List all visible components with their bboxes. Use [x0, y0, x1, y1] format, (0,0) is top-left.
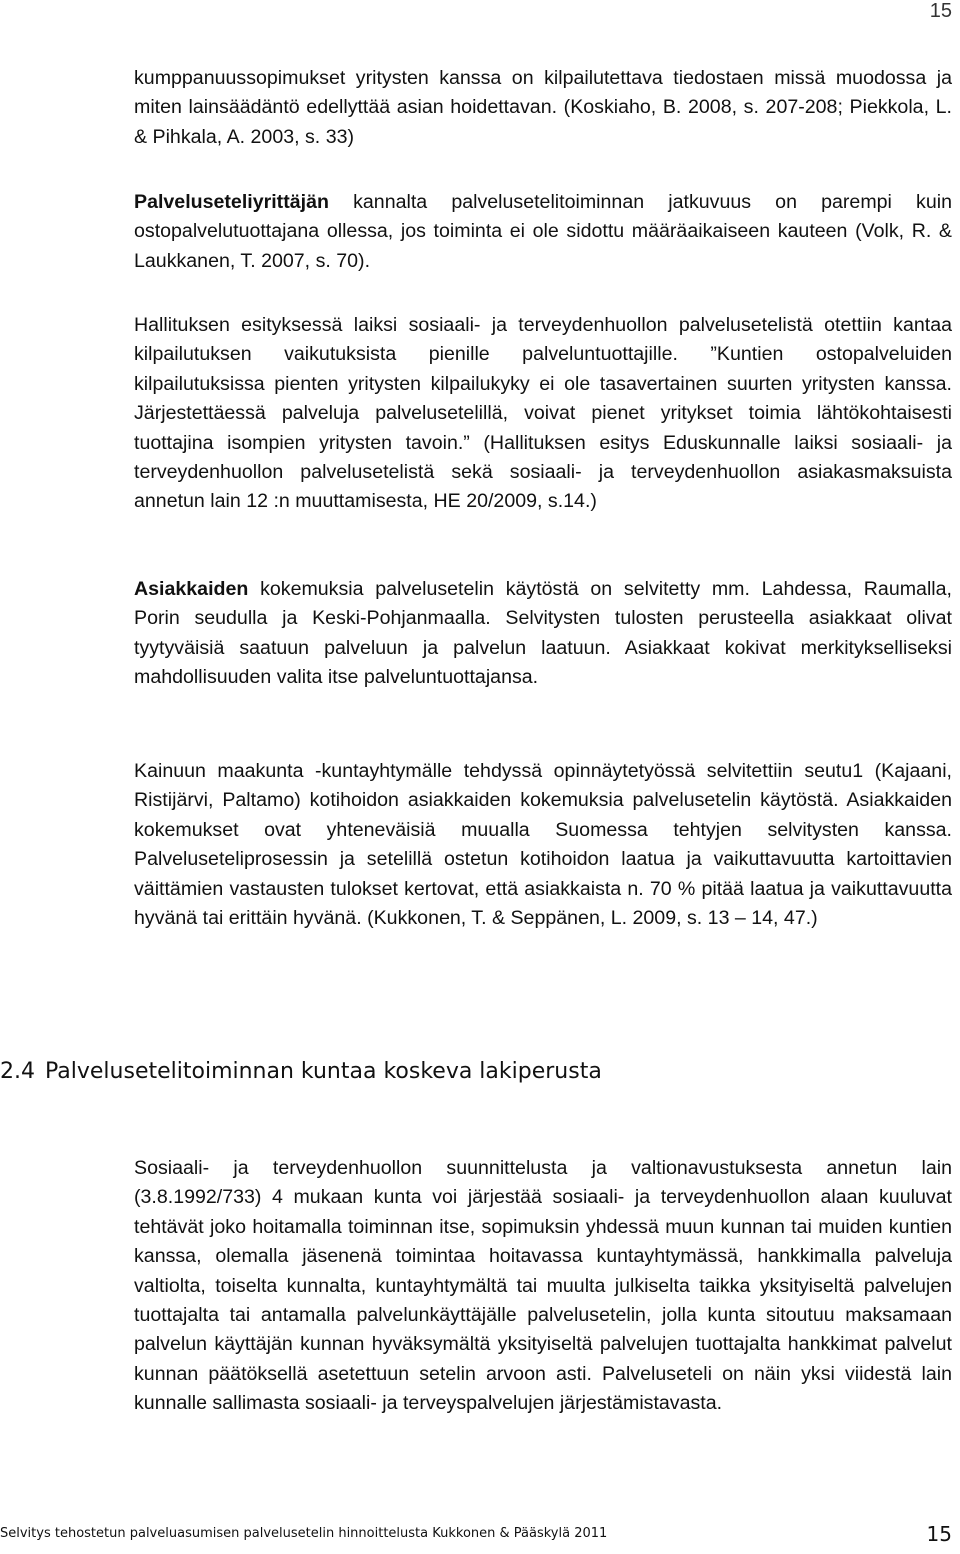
footer-page-number: 15 [926, 1522, 952, 1546]
section-heading [0, 1057, 602, 1087]
paragraph-4-lead: Asiakkaiden [134, 578, 249, 600]
section-number: 2.4 [0, 1059, 35, 1084]
page-number-top: 15 [929, 0, 952, 22]
paragraph-1-text: kumppanuussopimukset yritysten kanssa on kilpailutettava tiedostaen missä muodossa ja miten lainsäädäntö edellyttää asian hoidettavan. (Koskiaho, B. 2008, s. 207-208; Piekkola, L. & Pihkala, A. 2003, s. 33) [134, 67, 952, 148]
paragraph-6 [134, 1154, 952, 1419]
paragraph-5 [134, 757, 952, 933]
paragraph-5-text: Kainuun maakunta -kuntayhtymälle tehdyssä opinnäytetyössä selvitettiin seutu1 (Kajaani, Ristijärvi, Paltamo) kotihoidon asiakkaiden kokemuksia palvelusetelin käytöstä. Asiakkaiden kokemukset ovat yhteneväisiä muualla Suomessa tehtyjen selvitysten kanssa. Palveluseteliprosessin ja setelillä ostetun kotihoidon laatua ja vaikuttavuutta kartoittavien väittämien vastausten tulokset kertovat, että asiakkaista n. 70 % pitää laatua ja vaikuttavuutta hyvänä tai erittäin hyvänä. (Kukkonen, T. & Seppänen, L. 2009, s. 13 – 14, 47.) [134, 760, 952, 930]
paragraph-3 [134, 311, 952, 517]
paragraph-2-text: kannalta palvelusetelitoiminnan jatkuvuus on parempi kuin ostopalvelutuottajana ollessa, jos toiminta ei ole sidottu määräaikaiseen kauteen (Volk, R. & Laukkanen, T. 2007, s. 70). [134, 191, 952, 272]
paragraph-1 [134, 64, 952, 152]
paragraph-3-text: Hallituksen esityksessä laiksi sosiaali- ja terveydenhuollon palvelusetelistä otettiin kantaa kilpailutuksen vaikutuksista pienille palveluntuottajille. ”Kuntien ostopalveluiden kilpailutuksissa pienten yritysten kilpailukyky ei ole tasavertainen suurten yritysten kanssa. Järjestettäessä palveluja palvelusetelillä, voivat pienet yritykset toimia lähtökohtaisesti tuottajina isompien yritysten tavoin.” (Hallituksen esitys Eduskunnalle laiksi sosiaali- ja terveydenhuollon palvelusetelistä sekä sosiaali- ja terveydenhuollon asiakasmaksuista annetun lain 12 :n muuttamisesta, HE 20/2009, s.14.) [134, 314, 952, 513]
page-footer [0, 1522, 952, 1548]
footer-text: Selvitys tehostetun palveluasumisen palvelusetelin hinnoittelusta Kukkonen & Pääskylä 2011 [0, 1526, 608, 1541]
paragraph-4 [134, 575, 952, 693]
paragraph-4-text: kokemuksia palvelusetelin käytöstä on selvitetty mm. Lahdessa, Raumalla, Porin seudulla ja Keski-Pohjanmaalla. Selvitysten tulosten perusteella asiakkaat olivat tyytyväisiä saatuun palveluun ja palvelun laatuun. Asiakkaat kokivat merkitykselliseksi mahdollisuuden valita itse palveluntuottajansa. [134, 578, 952, 689]
paragraph-2 [134, 188, 952, 276]
paragraph-2-lead: Palveluseteliyrittäjän [134, 191, 329, 213]
paragraph-6-text: Sosiaali- ja terveydenhuollon suunnittelusta ja valtionavustuksesta annetun lain (3.8.1992/733) 4 mukaan kunta voi järjestää sosiaali- ja terveydenhuollon alaan kuuluvat tehtävät joko hoitamalla toiminnan itse, sopimuksin yhdessä muun kunnan tai muiden kuntien kanssa, olemalla jäsenenä toimintaa hoitavassa kuntayhtymässä, hankkimalla palveluja valtiolta, toiselta kunnalta, kuntayhtymältä tai muulta julkiselta taikka yksityiseltä palvelujen tuottajalta tai antamalla palvelunkäyttäjälle palvelusetelin, jolla kunta sitoutuu maksamaan palvelun käyttäjän kunnan hyväksymältä yksityiseltä palvelujen tuottajalta hankkimat palvelut kunnan päätöksellä asetettuun setelin arvoon asti. Palveluseteli on näin yksi viidestä lain kunnalle sallimasta sosiaali- ja terveyspalvelujen järjestämistavasta. [134, 1157, 952, 1415]
section-title: Palvelusetelitoiminnan kuntaa koskeva lakiperusta [45, 1059, 602, 1084]
